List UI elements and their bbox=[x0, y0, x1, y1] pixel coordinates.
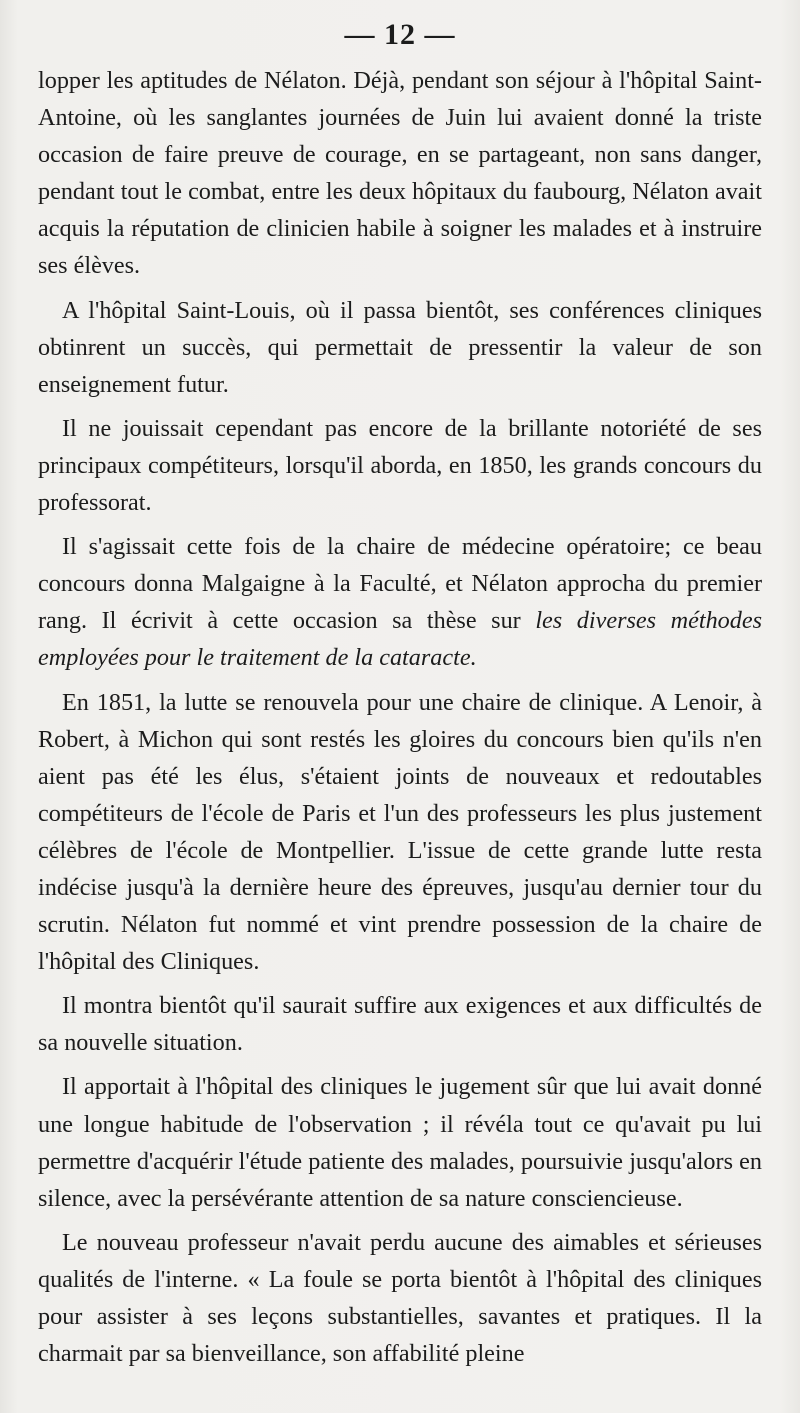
paragraph-3: Il ne jouissait cependant pas encore de la brillante notoriété de ses principaux compétiteurs, lorsqu'il aborda, en 1850, les grands concours du professorat. bbox=[38, 414, 762, 517]
paragraph-2: A l'hôpital Saint-Louis, où il passa bientôt, ses conférences cliniques obtinrent un succès, qui permettait de pressentir la valeur de son enseignement futur. bbox=[38, 296, 762, 398]
page-number: — 12 — bbox=[344, 18, 456, 51]
paragraph-4-text: Il s'agissait cette fois de la chaire de médecine opératoire; ce beau concours donna Malgaigne à la Faculté, et Nélaton approcha du premier rang. Il écrivit à cette occasion sa thèse sur bbox=[38, 533, 762, 635]
paragraph-5: En 1851, la lutte se renouvela pour une chaire de clinique. A Lenoir, à Robert, à Michon qui sont restés les gloires du concours bien qu'ils n'en aient pas été les élus, s'étaient joints de nouveaux et redoutables compétiteurs de l'école de Paris et l'un des professeurs les plus justement célèbres de l'école de Montpellier. L'issue de cette grande lutte resta indécise jusqu'à la dernière heure des épreuves, jusqu'au dernier tour du scrutin. Nélaton fut nommé et vint prendre possession de la chaire de l'hôpital des Cliniques. bbox=[38, 688, 762, 976]
paragraph-7: Il apportait à l'hôpital des cliniques le jugement sûr que lui avait donné une longue habitude de l'observation ; il révéla tout ce qu'avait pu lui permettre d'acquérir l'étude patiente des malades, poursuivie jusqu'alors en silence, avec la persévérante attention de sa nature consciencieuse. bbox=[38, 1073, 762, 1212]
paragraph-8: Le nouveau professeur n'avait perdu aucune des aimables et sérieuses qualités de l'interne. « La foule se porta bientôt à l'hôpital des cliniques pour assister à ses leçons substantielles, savantes et pratiques. Il la charmait par sa bienveillance, son affabilité pleine bbox=[38, 1228, 762, 1368]
page-body bbox=[38, 62, 762, 1372]
paragraph-6: Il montra bientôt qu'il saurait suffire aux exigences et aux difficultés de sa nouvelle situation. bbox=[38, 992, 762, 1057]
thesis-title: les diverses méthodes employées pour le traitement de la cataracte. bbox=[38, 607, 762, 672]
paragraph-4 bbox=[38, 528, 762, 676]
paragraph-1: lopper les aptitudes de Nélaton. Déjà, pendant son séjour à l'hôpital Saint-Antoine, où les sanglantes journées de Juin lui avaient donné la triste occasion de faire preuve de courage, en se partageant, non sans danger, pendant tout le combat, entre les deux hôpitaux du faubourg, Nélaton avait acquis la réputation de clinicien habile à soigner les malades et à instruire ses élèves. bbox=[38, 67, 762, 280]
